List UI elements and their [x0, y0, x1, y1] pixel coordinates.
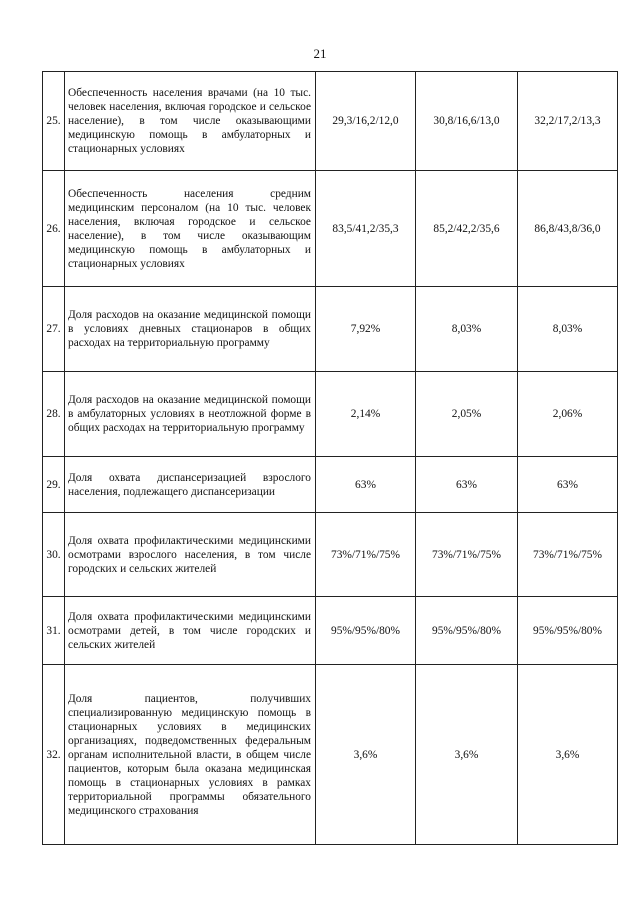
value-cell: 86,8/43,8/36,0 — [518, 171, 618, 287]
value-cell: 63% — [416, 457, 518, 513]
row-number: 31. — [43, 597, 65, 665]
value-cell: 7,92% — [316, 287, 416, 372]
row-number: 30. — [43, 513, 65, 597]
row-number: 28. — [43, 372, 65, 457]
value-cell: 63% — [316, 457, 416, 513]
indicator-description: Доля расходов на оказание медицинской помощи в условиях дневных стационаров в общих расходах на территориальную программу — [65, 287, 316, 372]
row-number: 32. — [43, 665, 65, 845]
table-row — [43, 597, 618, 665]
indicator-description: Обеспеченность населения средним медицинским персоналом (на 10 тыс. человек населения, включая городское и сельское население), в том числе оказывающим медицинскую помощь в амбулаторных и стационарных условиях — [65, 171, 316, 287]
indicator-description: Доля охвата профилактическими медицинскими осмотрами взрослого населения, в том числе городских и сельских жителей — [65, 513, 316, 597]
value-cell: 32,2/17,2/13,3 — [518, 72, 618, 171]
table-row — [43, 513, 618, 597]
table-row — [43, 72, 618, 171]
table-row — [43, 665, 618, 845]
indicator-description: Доля расходов на оказание медицинской помощи в амбулаторных условиях в неотложной форме в общих расходах на территориальную программу — [65, 372, 316, 457]
value-cell: 30,8/16,6/13,0 — [416, 72, 518, 171]
indicator-description: Доля пациентов, получивших специализированную медицинскую помощь в стационарных условиях в медицинских организациях, подведомственных федеральным органам исполнительной власти, в общем числе пациентов, которым была оказана медицинская помощь в стационарных условиях в рамках территориальной программы обязательного медицинского страхования — [65, 665, 316, 845]
row-number: 25. — [43, 72, 65, 171]
value-cell: 2,06% — [518, 372, 618, 457]
value-cell: 83,5/41,2/35,3 — [316, 171, 416, 287]
value-cell: 73%/71%/75% — [416, 513, 518, 597]
value-cell: 63% — [518, 457, 618, 513]
value-cell: 73%/71%/75% — [316, 513, 416, 597]
indicator-description: Обеспеченность населения врачами (на 10 тыс. человек населения, включая городское и сельское население), в том числе оказывающими медицинскую помощь в амбулаторных и стационарных условиях — [65, 72, 316, 171]
value-cell: 29,3/16,2/12,0 — [316, 72, 416, 171]
table-row — [43, 171, 618, 287]
value-cell: 95%/95%/80% — [518, 597, 618, 665]
value-cell: 3,6% — [316, 665, 416, 845]
row-number: 26. — [43, 171, 65, 287]
value-cell: 2,14% — [316, 372, 416, 457]
value-cell: 3,6% — [518, 665, 618, 845]
value-cell: 2,05% — [416, 372, 518, 457]
indicators-table — [42, 71, 618, 845]
value-cell: 8,03% — [518, 287, 618, 372]
value-cell: 73%/71%/75% — [518, 513, 618, 597]
value-cell: 95%/95%/80% — [416, 597, 518, 665]
value-cell: 3,6% — [416, 665, 518, 845]
row-number: 29. — [43, 457, 65, 513]
row-number: 27. — [43, 287, 65, 372]
page-number: 21 — [313, 46, 327, 61]
value-cell: 8,03% — [416, 287, 518, 372]
value-cell: 95%/95%/80% — [316, 597, 416, 665]
table-row — [43, 457, 618, 513]
indicator-description: Доля охвата диспансеризацией взрослого населения, подлежащего диспансеризации — [65, 457, 316, 513]
table-row — [43, 372, 618, 457]
indicator-description: Доля охвата профилактическими медицинскими осмотрами детей, в том числе городских и сельских жителей — [65, 597, 316, 665]
value-cell: 85,2/42,2/35,6 — [416, 171, 518, 287]
table-row — [43, 287, 618, 372]
